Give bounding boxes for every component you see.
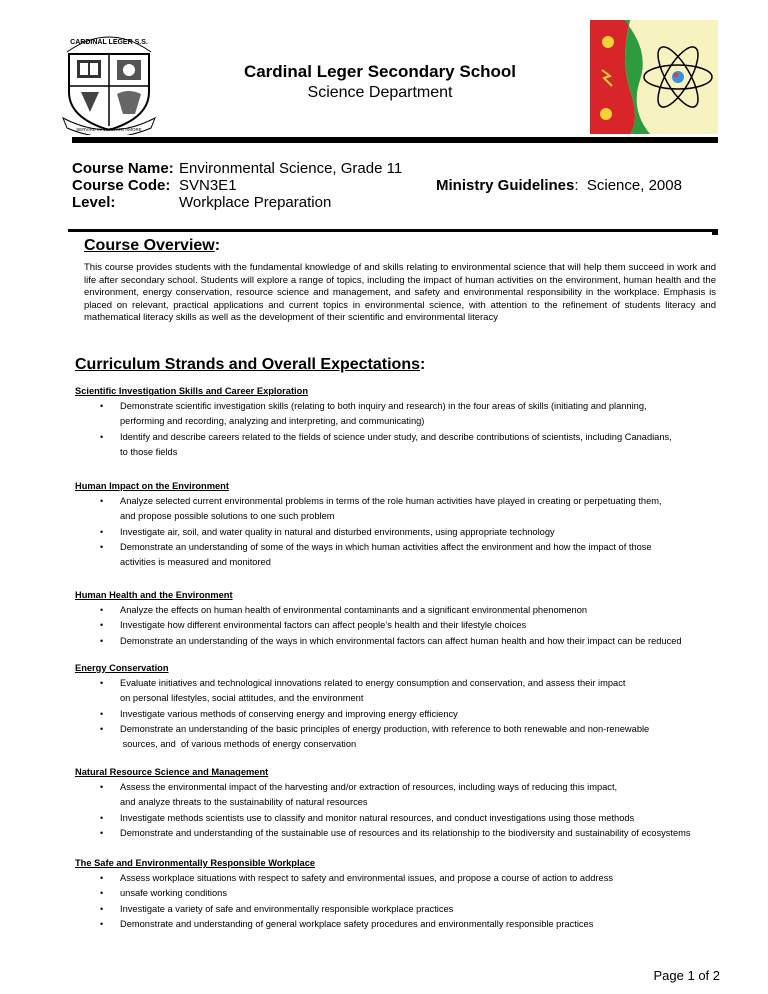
strand-title: Energy Conservation [75,663,169,673]
bullet-icon: • [100,620,104,631]
expectation-text: to those fields [120,446,178,457]
strand-title: Natural Resource Science and Management [75,767,269,777]
bullet-icon: • [100,496,104,506]
section-rule-end [712,229,718,235]
bullet-icon: • [100,431,104,442]
bullet-icon: • [100,888,104,899]
expectation-text: Demonstrate an understanding of the ways in which environmental factors can affect human health and how their impact can be reduced [120,635,682,646]
course-level-label: Level: [72,194,116,211]
expectation-text: Demonstrate scientific investigation skills (relating to both inquiry and research) in the four areas of skills (initiating and planning, [120,401,647,411]
expectation-text: Assess the environmental impact of the harvesting and/or extraction of resources, including ways of reducing this impact, [120,782,618,792]
expectation-item [75,603,735,618]
department-name: Science Department [307,84,453,101]
expectation-text: Demonstrate and understanding of the sustainable use of resources and its relationship to the biodiversity and sustainability of ecosystems [120,827,691,838]
course-overview-heading [84,237,220,255]
expectation-item [75,618,735,633]
expectation-item [75,509,735,524]
crest-motto: SERVIRE IN VERITATE AMORE [76,127,142,132]
curriculum-colon: : [419,356,426,373]
expectation-item [75,525,735,540]
expectation-text: Investigate how different environmental factors can affect people’s health and their lifestyle choices [120,620,527,631]
expectation-item [75,414,735,429]
bullet-icon: • [100,873,104,883]
bullet-icon: • [100,526,104,537]
bullet-icon: • [100,782,104,792]
science-atom-illustration [590,20,718,134]
expectation-text: activities is measured and monitored [120,557,271,568]
expectation-item [75,902,735,917]
bullet-icon: • [100,812,104,823]
expectation-item [75,399,735,414]
expectation-item [75,811,735,826]
expectation-item [75,691,735,706]
expectation-item [75,780,735,795]
expectation-item [75,676,735,691]
curriculum-heading [75,356,425,374]
expectation-item [75,445,735,460]
bullet-icon: • [100,605,104,615]
strand-title: Human Impact on the Environment [75,481,229,491]
expectation-text: Investigate air, soil, and water quality in natural and disturbed environments, using appropriate technology [120,526,555,537]
expectation-item [75,826,735,841]
bullet-icon: • [100,401,104,411]
curriculum-title: Curriculum Strands and Overall Expectations [75,356,420,373]
course-level-row [72,194,331,212]
strand-expectations-list [75,603,735,649]
page-number: Page 1 of 2 [653,968,720,983]
ministry-guidelines [436,177,682,194]
strand-section [75,767,735,841]
expectation-text: Evaluate initiatives and technological innovations related to energy consumption and conservation, and assess their impact [120,678,626,688]
expectation-text: Investigate a variety of safe and environmentally responsible workplace practices [120,903,454,914]
expectation-item [75,722,735,737]
expectation-text: Analyze selected current environmental problems in terms of the role human activities have played in creating or perpetuating them, [120,496,662,506]
expectation-item [75,886,735,901]
expectation-item [75,707,735,722]
strand-expectations-list [75,399,735,460]
school-name: Cardinal Leger Secondary School [243,62,517,81]
course-name-row [72,160,402,178]
ministry-guidelines-value: : Science, 2008 [574,177,682,194]
bullet-icon: • [100,635,104,646]
strand-expectations-list [75,676,735,752]
expectation-text: and analyze threats to the sustainability of natural resources [120,797,368,808]
strand-section [75,858,735,932]
expectation-text: Assess workplace situations with respect to safety and environmental issues, and propose a course of action to address [120,873,613,883]
strand-expectations-list [75,780,735,841]
crest-text: CARDINAL LEGER S.S. [70,39,148,46]
header-rule [72,137,718,143]
expectation-item [75,634,735,649]
expectation-item [75,737,735,752]
strand-title: The Safe and Environmentally Responsible Workplace [75,858,316,868]
expectation-text: Investigate methods scientists use to classify and monitor natural resources, and conduct investigations using those methods [120,812,635,823]
expectation-item [75,540,735,555]
bullet-icon: • [100,903,104,914]
course-overview-colon: : [214,237,221,254]
course-overview-text: This course provides students with the fundamental knowledge of and skills relating to environmental science that will help them succeed in work and life after secondary school. Students will explore a range of topics, including the impact of human activities on the environment, human health and the environment, energy conservation, resource science and management, and safety and environmental responsibility in the workplace. Emphasis is placed on relevant, practical applications and current topics in environmental science, with attention to the refinement of students literacy and mathematical literacy skills as well as the development of their scientific and environmental literacy [84,262,716,324]
expectation-item [75,555,735,570]
strand-section [75,663,735,752]
expectation-text: Investigate various methods of conserving energy and improving energy efficiency [120,708,458,719]
expectation-text: sources, and of various methods of energy conservation [120,739,357,750]
section-rule [68,229,716,232]
school-crest-logo [55,30,163,135]
bullet-icon: • [100,708,104,719]
expectation-text: Demonstrate an understanding of the basic principles of energy production, with reference to both renewable and non-renewable [120,723,650,734]
course-code-row [72,177,237,195]
expectation-text: Demonstrate an understanding of some of the ways in which human activities affect the environment and how the impact of those [120,541,652,552]
strand-expectations-list [75,871,735,932]
bullet-icon: • [100,918,104,929]
ministry-guidelines-label: Ministry Guidelines [436,177,575,194]
strand-section [75,590,735,649]
course-code-value: SVN3E1 [179,177,237,194]
expectation-text: Demonstrate and understanding of general workplace safety procedures and environmentally responsible practices [120,918,594,929]
expectation-item [75,430,735,445]
course-level-value: Workplace Preparation [179,194,332,211]
expectation-item [75,917,735,932]
strand-section [75,386,735,460]
expectation-item [75,494,735,509]
expectation-text: Analyze the effects on human health of environmental contaminants and a significant environmental phenomenon [120,605,588,615]
strand-title: Human Health and the Environment [75,590,233,600]
expectation-item [75,871,735,886]
bullet-icon: • [100,827,104,838]
bullet-icon: • [100,678,104,688]
expectation-text: on personal lifestyles, social attitudes, and the environment [120,693,364,704]
expectation-text: unsafe working conditions [120,888,227,899]
course-name-value: Environmental Science, Grade 11 [179,160,403,177]
course-code-label: Course Code: [72,177,171,194]
course-overview-title: Course Overview [84,237,215,254]
strand-expectations-list [75,494,735,570]
expectation-text: performing and recording, analyzing and interpreting, and communicating) [120,416,425,427]
bullet-icon: • [100,723,104,734]
expectation-item [75,795,735,810]
course-name-label: Course Name: [72,160,174,177]
expectation-text: and propose possible solutions to one such problem [120,511,335,522]
strand-section [75,481,735,570]
strand-title: Scientific Investigation Skills and Career Exploration [75,386,309,396]
bullet-icon: • [100,541,104,552]
expectation-text: Identify and describe careers related to the fields of science under study, and describe contributions of scientists, including Canadians, [120,431,672,442]
